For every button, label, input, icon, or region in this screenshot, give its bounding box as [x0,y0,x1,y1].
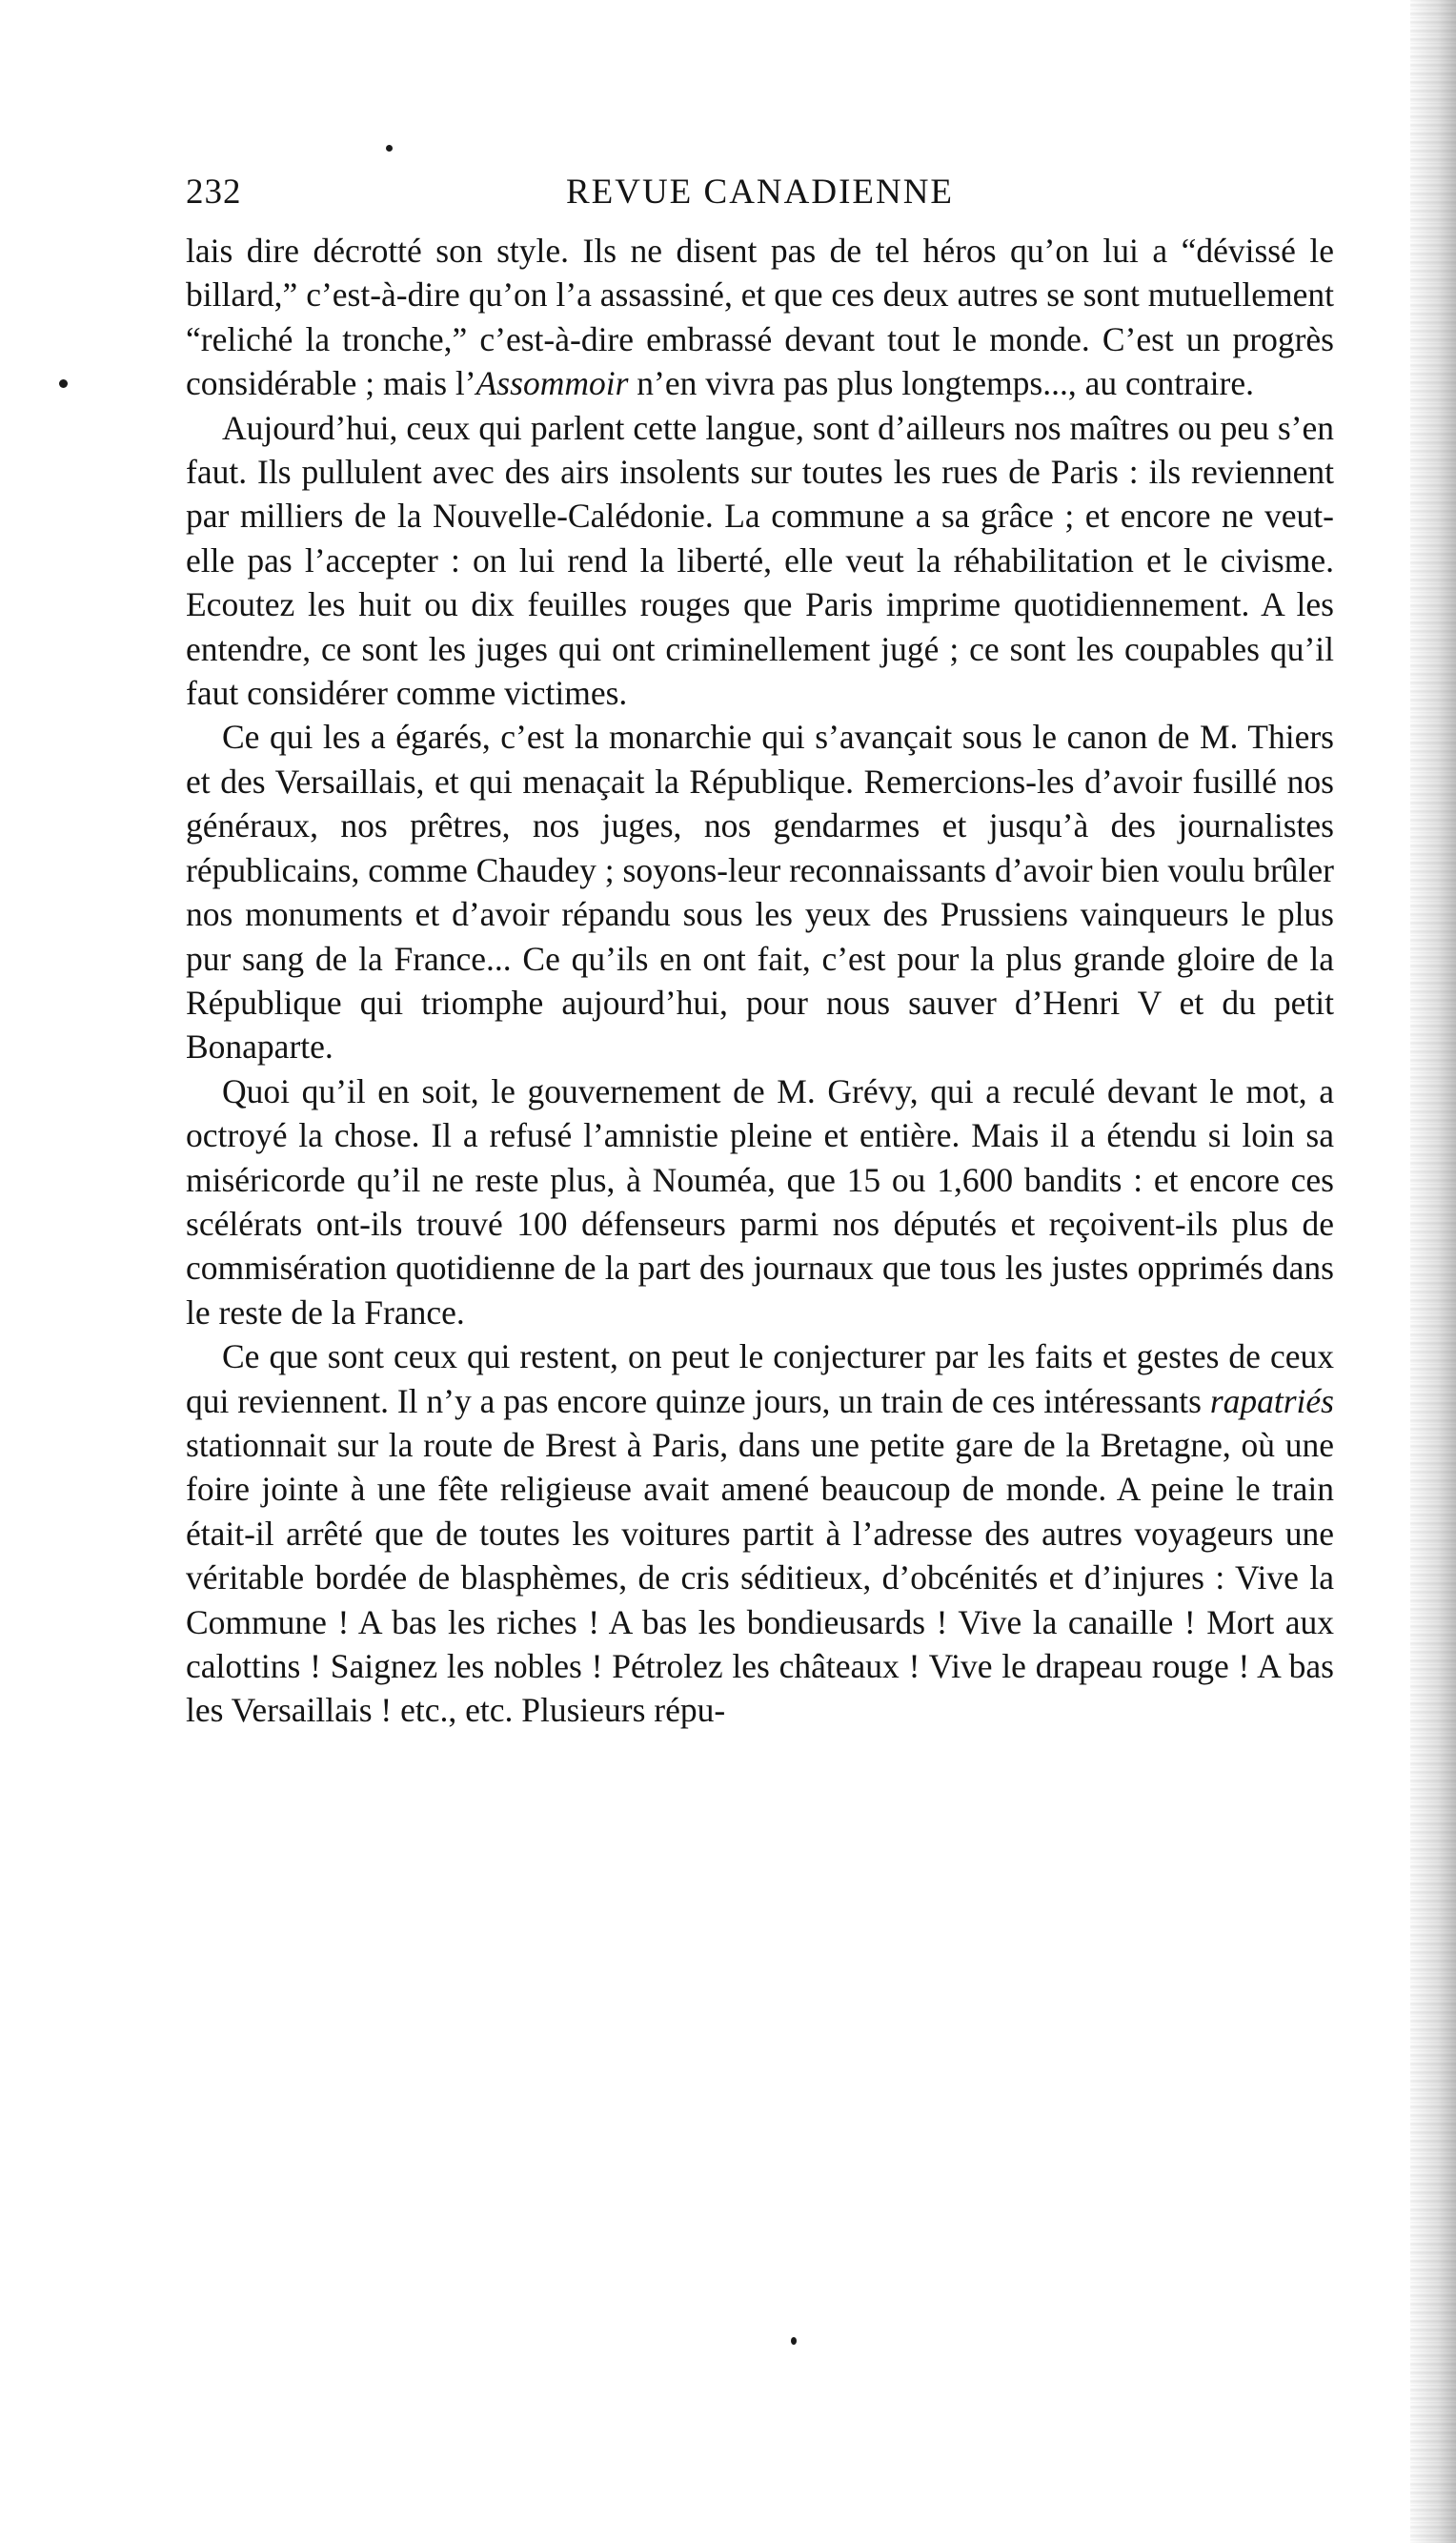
paragraph [186,406,1334,716]
paragraph-text: Ce que sont ceux qui restent, on peut le conjecturer par les faits et gestes de ceux qui reviennent. Il n’y a pas encore quinze jours, un train de ces intéressants [186,1337,1334,1420]
journal-title: REVUE CANADIENNE [565,173,955,212]
page-number: 232 [186,173,242,212]
scan-edge-shadow [1410,0,1456,2543]
paragraph-text: n’en vivra pas plus longtemps..., au contraire. [628,364,1254,403]
running-head [186,172,1334,229]
italic-text: rapatriés [1209,1381,1334,1420]
paragraph-text: Aujourd’hui, ceux qui parlent cette langue, sont d’ailleurs nos maîtres ou peu s’en faut. Ils pullulent avec des airs insolents sur toutes les rues de Paris : ils reviennent par milliers de la Nouvelle-Calédonie. La commune a sa grâce ; et encore ne veut-elle pas l’accepter : on lui rend la liberté, elle veut la réhabilitation et le civisme. Ecoutez les huit ou dix feuilles rouges que Paris imprime quotidiennement. A les entendre, ce sont les juges qui ont criminellement jugé ; ce sont les coupables qu’il faut considérer comme victimes. [186,408,1334,713]
paragraph-text: stationnait sur la route de Brest à Paris, dans une petite gare de la Bretagne, où une foire jointe à une fête religieuse avait amené beaucoup de monde. A peine le train était-il arrêté que de toutes les voitures partit à l’adresse des autres voyageurs une véritable bordée de blasphèmes, de cris séditieux, d’obcénités et d’injures : Vive la Commune ! A bas les riches ! A bas les bondieusards ! Vive la canaille ! Mort aux calottins ! Saignez les nobles ! Pétrolez les châteaux ! Vive le drapeau rouge ! A bas les Versaillais ! etc., etc. Plusieurs répu- [186,1425,1334,1730]
paragraph [186,715,1334,1068]
page [186,172,1334,1733]
paragraph-text: Ce qui les a égarés, c’est la monarchie qui s’avançait sous le canon de M. Thiers et des Versaillais, et qui menaçait la République. Remercions-les d’avoir fusillé nos généraux, nos prêtres, nos juges, nos gendarmes et jusqu’à des journalistes républicains, comme Chaudey ; soyons-leur reconnaissants d’avoir bien voulu brûler nos monuments et d’avoir répandu sous les yeux des Prussiens vainqueurs le plus pur sang de la France... Ce qu’ils en ont fait, c’est pour la plus grande gloire de la République qui triomphe aujourd’hui, pour nous sauver d’Henri V et du petit Bonaparte. [186,718,1334,1067]
paragraph [186,1334,1334,1733]
paragraph-text: lais dire décrotté son style. Ils ne disent pas de tel héros qu’on lui a “dévissé le billard,” c’est-à-dire qu’on l’a assassiné, et que ces deux autres se sont mutuellement “reliché la tronche,” c’est-à-dire embrassé devant tout le monde. C’est un progrès considérable ; mais l’ [186,232,1334,403]
ink-speck [386,145,393,152]
article-body [186,229,1334,1733]
paragraph [186,1069,1334,1334]
italic-text: Assommoir [475,364,629,403]
paragraph-text: Quoi qu’il en soit, le gouvernement de M. Grévy, qui a reculé devant le mot, a octroyé la chose. Il a refusé l’amnistie pleine et entière. Mais il a étendu si loin sa miséricorde qu’il ne reste plus, à Nouméa, que 15 ou 1,600 bandits : et encore ces scélérats ont-ils trouvé 100 défenseurs parmi nos députés et reçoivent-ils plus de commisération quotidienne de la part des journaux que tous les justes opprimés dans le reste de la France. [186,1071,1334,1332]
ink-speck [791,2337,797,2345]
paragraph [186,229,1334,406]
ink-speck [59,379,68,388]
